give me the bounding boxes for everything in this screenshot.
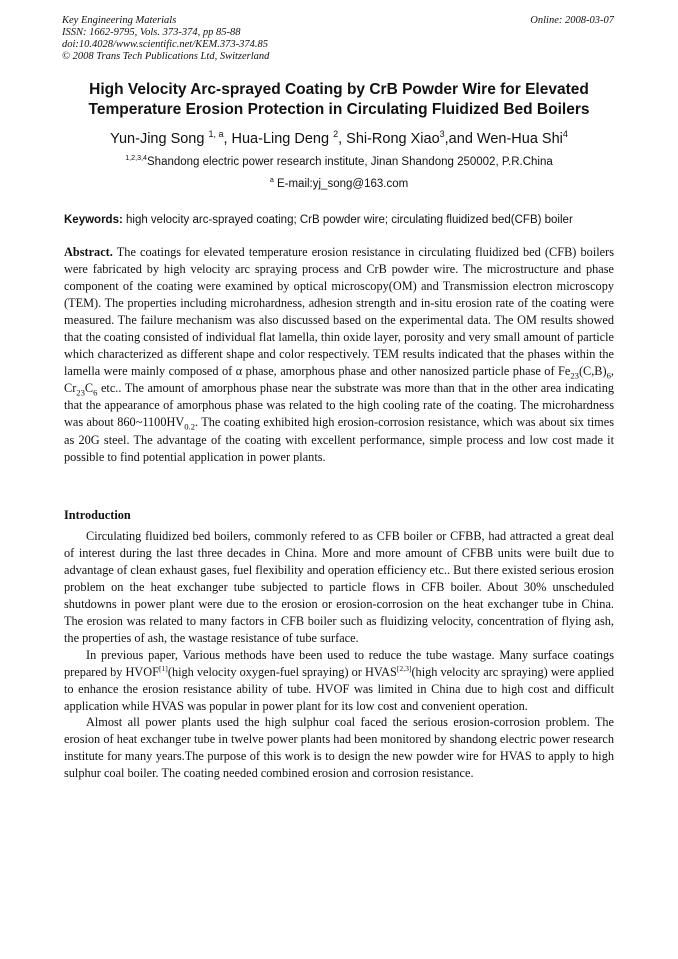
subscript: 6: [93, 387, 98, 398]
introduction-heading: Introduction: [64, 508, 131, 522]
abstract-text-4: C: [84, 381, 94, 396]
email-marker: a: [269, 176, 274, 185]
author-3: , Shi-Rong Xiao: [338, 131, 440, 147]
email-text: E-mail:yj_song@163.com: [273, 178, 409, 190]
author-2: , Hua-Ling Deng: [223, 131, 330, 147]
affiliation-text: Shandong electric power research institute, Jinan Shandong 250002, P.R.China: [147, 156, 553, 168]
keywords-text: high velocity arc-sprayed coating; CrB powder wire; circulating fluidized bed(CFB) boiler: [122, 214, 573, 226]
journal-header: [62, 15, 269, 63]
intro-paragraph-2: [64, 647, 614, 715]
copyright-line: © 2008 Trans Tech Publications Ltd, Switzerland: [62, 51, 270, 62]
affiliation: [40, 155, 638, 170]
abstract-text-2: (C,B): [578, 364, 607, 379]
introduction-body: [64, 528, 614, 782]
title-line-1: High Velocity Arc-sprayed Coating by CrB Powder Wire for Elevated: [89, 81, 589, 98]
title-line-2: Temperature Erosion Protection in Circulating Fluidized Bed Boilers: [88, 101, 590, 118]
keywords-label: Keywords:: [64, 214, 123, 226]
subscript: 23: [76, 387, 85, 398]
abstract-label: Abstract.: [64, 245, 113, 259]
online-date: Online: 2008-03-07: [530, 15, 614, 26]
intro-p2-text-a: In previous paper, Various methods have been used to reduce the tube wastage. Many surface coatings prepared by HVOF: [64, 647, 614, 679]
abstract-text-5: etc.. The amount of amorphous phase near the substrate was more than that in the other area indicating that the appearance of amorphous phase was related to the high cooling rate of the coating. The microhardness was about 860~1100HV: [64, 381, 614, 430]
subscript: 6: [606, 370, 611, 381]
subscript: 23: [570, 370, 579, 381]
issn-line: ISSN: 1662-9795, Vols. 373-374, pp 85-88: [62, 27, 241, 38]
author-1: Yun-Jing Song: [110, 131, 205, 147]
author-list: [40, 130, 638, 148]
affiliation-marker: 1,2,3,4: [125, 154, 148, 163]
paper-title: [60, 80, 618, 120]
author-3-affil: 3: [439, 129, 445, 140]
intro-p2-text-b: (high velocity oxygen-fuel spraying) or HVAS: [167, 664, 397, 679]
author-1-affil: 1, a: [208, 129, 224, 140]
author-2-affil: 2: [333, 129, 339, 140]
abstract-text-1: The coatings for elevated temperature erosion resistance in circulating fluidized bed (CFB) boilers were fabricated by high velocity arc spraying process and CrB powder wire. The microstructure and phase component of the coating were examined by optical microscopy(OM) and Transmission electron microscopy (TEM). The properties including microhardness, adhesion strength and in-situ erosion rate of the coating were measured. The failure mechanism was also discussed based on the experimental data. The OM results showed that the coating consisted of individual flat lamella, thin oxide layer, porosity and very small amount of particle which characterized as different shape and color respectively. TEM results indicated that the phases within the lamella were mainly composed of α phase, amorphous phase and other nanosized particle phase of Fe: [64, 245, 614, 379]
author-4-affil: 4: [562, 129, 568, 140]
citation-ref-1: [1]: [158, 663, 168, 673]
author-email: [40, 177, 638, 192]
doi-line: doi:10.4028/www.scientific.net/KEM.373-374.85: [62, 39, 268, 50]
subscript: 0.2: [184, 421, 196, 432]
keywords: [64, 213, 614, 228]
abstract-text-3: , Cr: [64, 364, 614, 396]
abstract: [64, 244, 614, 466]
intro-paragraph-3: Almost all power plants used the high sulphur coal faced the serious erosion-corrosion problem. The erosion of heat exchanger tube in twelve power plants had been monitored by shandong electric power research institute for many years.The purpose of this work is to design the new powder wire for HVAS to apply to high sulphur coal boiler. The coating needed combined erosion and corrosion resistance.: [64, 715, 614, 781]
abstract-text-6: . The coating exhibited high erosion-corrosion resistance, which was about six times as 20G steel. The advantage of the coating with excellent performance, simple process and low cost made it possible to find potential application in power plants.: [64, 415, 614, 464]
journal-name: Key Engineering Materials: [62, 15, 177, 26]
intro-p2-text-c: (high velocity arc spraying) were applied to enhance the erosion resistance ability of tube. HVOF was limited in China due to high cost and difficult application while HVAS was popular in power plant for its low cost and convenient operation.: [64, 664, 615, 713]
citation-ref-2-3: [2,3]: [396, 663, 412, 673]
author-4: ,and Wen-Hua Shi: [444, 131, 563, 147]
intro-paragraph-1: Circulating fluidized bed boilers, commonly refered to as CFB boiler or CFBB, had attracted a great deal of interest during the last three decades in China. More and more amount of CFBB units were built due to advantage of clean exhaust gases, fuel flexibility and operation efficiency etc.. But there existed serious erosion problem on the heat exchanger tube subjected to particle flows in CFB boiler. About 30% unscheduled shutdowns in power plant were due to the erosion or erosion-corrosion on the heat exchanger tube in China. The erosion was related to many factors in CFB boiler such as fluidizing velocity, concentration of flying ash, the properties of ash, the wastage resistance of tube surface.: [64, 529, 614, 645]
